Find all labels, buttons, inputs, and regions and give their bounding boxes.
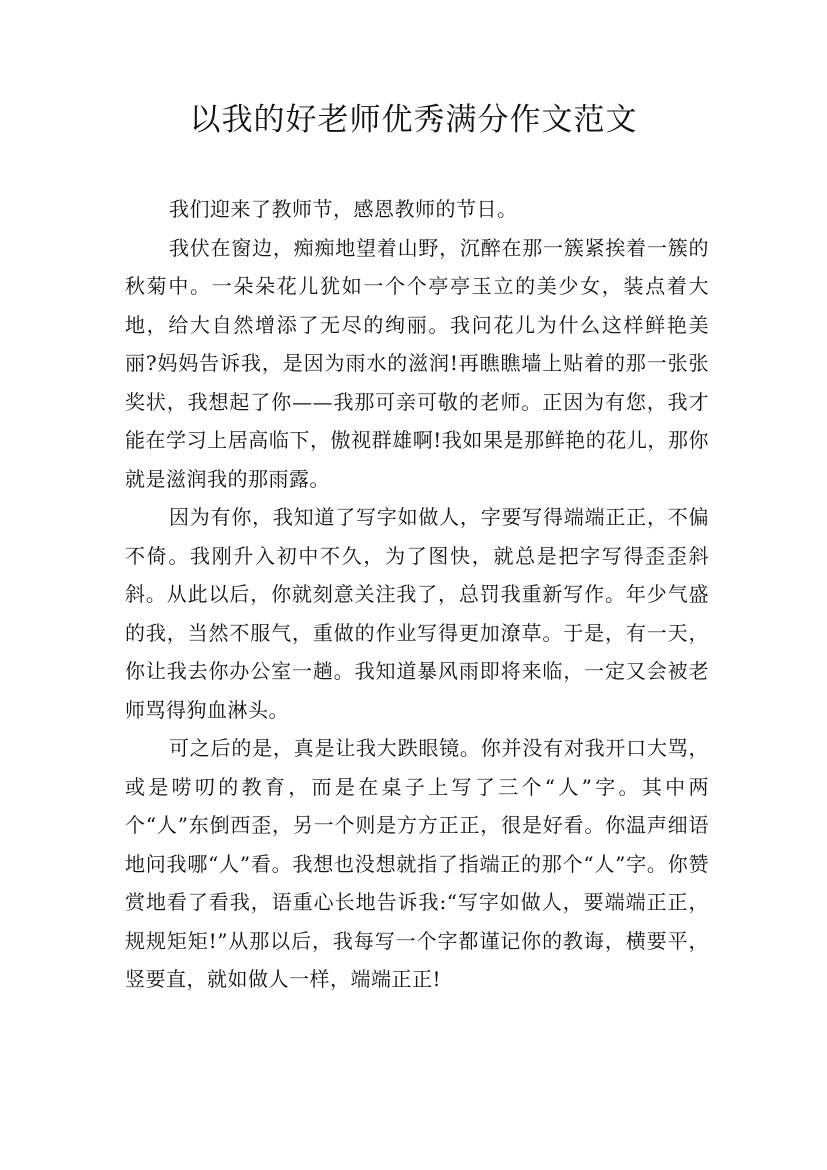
- paragraph-2: 我伏在窗边，痴痴地望着山野，沉醉在那一簇紧挨着一簇的秋菊中。一朵朵花儿犹如一个个亭亭玉立的美少女，装点着大地，给大自然增添了无尽的绚丽。我问花儿为什么这样鲜艳美丽?妈妈告诉我，是因为雨水的滋润!再瞧瞧墙上贴着的那一张张奖状，我想起了你——我那可亲可敬的老师。正因为有您，我才能在学习上居高临下，傲视群雄啊!我如果是那鲜艳的花儿，那你就是滋润我的那雨露。: [125, 235, 709, 491]
- document-title: 以我的好老师优秀满分作文范文: [189, 102, 638, 138]
- paragraph-4: 可之后的是，真是让我大跌眼镜。你并没有对我开口大骂，或是唠叨的教育，而是在桌子上写了三个“人”字。其中两个“人”东倒西歪，另一个则是方方正正，很是好看。你温声细语地问我哪“人”看。我想也没想就指了指端正的那个“人”字。你赞赏地看了看我，语重心长地告诉我:“写字如做人，要端端正正，规规矩矩!”从那以后，我每写一个字都谨记你的教诲，横要平，竖要直，就如做人一样，端端正正!: [125, 736, 709, 991]
- paragraph-3: 因为有你，我知道了写字如做人，字要写得端端正正，不偏不倚。我刚升入初中不久，为了图快，就总是把字写得歪歪斜斜。从此以后，你就刻意关注我了，总罚我重新写作。年少气盛的我，当然不服气，重做的作业写得更加潦草。于是，有一天，你让我去你办公室一趟。我知道暴风雨即将来临，一定又会被老师骂得狗血淋头。: [125, 505, 709, 722]
- document-body: [125, 190, 709, 999]
- paragraph-1: 我们迎来了教师节，感恩教师的节日。: [169, 197, 518, 221]
